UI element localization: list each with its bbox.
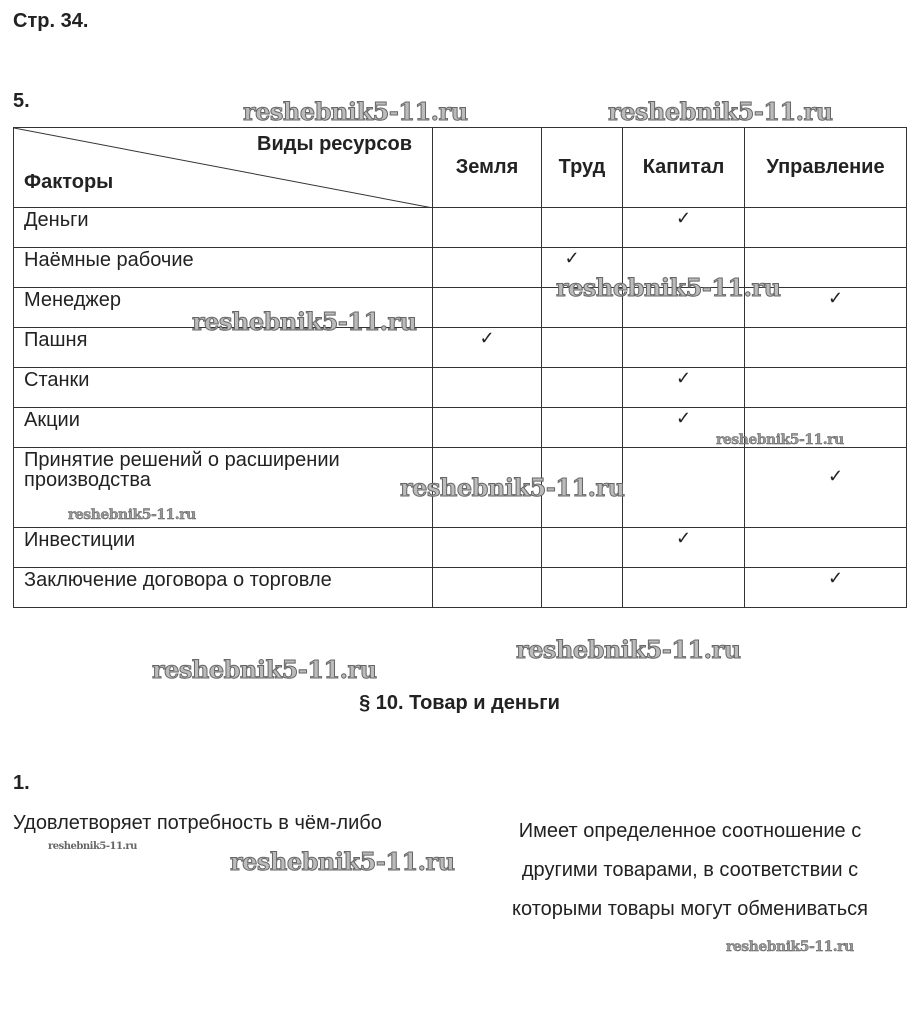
check-icon: ✓ (827, 466, 844, 486)
check-cell (623, 368, 745, 408)
statement-line: другими товарами, в соответствии с (521, 859, 859, 881)
watermark: reshebnik5-11.ru (516, 635, 741, 664)
watermark: reshebnik5-11.ru (726, 939, 854, 955)
factors-label: Факторы (24, 171, 114, 193)
table-row (14, 368, 907, 408)
check-icon: ✓ (564, 248, 580, 268)
check-cell (623, 208, 745, 248)
diagonal-header-cell (14, 128, 433, 208)
check-cell (542, 368, 623, 408)
watermark: reshebnik5-11.ru (556, 273, 781, 302)
right-statement (480, 812, 900, 929)
check-icon: ✓ (675, 408, 692, 428)
watermark: reshebnik5-11.ru (192, 307, 417, 336)
table-header-row (14, 128, 907, 208)
statement-line: Имеет определенное соотношение с (518, 820, 862, 842)
check-cell (623, 568, 745, 608)
check-icon: ✓ (675, 528, 692, 548)
factor-cell: Заключение договора о торговле (14, 568, 433, 608)
watermark: reshebnik5-11.ru (230, 847, 455, 876)
page-label: Стр. 34. (13, 10, 89, 32)
column-header: Земля (433, 128, 542, 208)
check-icon: ✓ (827, 568, 844, 588)
watermark: reshebnik5-11.ru (48, 841, 137, 852)
watermark: reshebnik5-11.ru (716, 432, 844, 448)
check-cell (745, 208, 907, 248)
task-number: 1. (13, 772, 30, 794)
factor-cell: Принятие решений о расширении производства (14, 448, 433, 528)
check-icon: ✓ (827, 288, 844, 308)
check-cell (542, 528, 623, 568)
check-cell (745, 328, 907, 368)
table-row (14, 208, 907, 248)
check-cell (433, 408, 542, 448)
check-cell (433, 288, 542, 328)
watermark: reshebnik5-11.ru (608, 97, 833, 126)
check-cell (623, 528, 745, 568)
check-cell (542, 328, 623, 368)
check-cell (745, 368, 907, 408)
left-statement: Удовлетворяет потребность в чём-либо (13, 812, 382, 834)
check-icon: ✓ (479, 328, 495, 348)
check-icon: ✓ (675, 368, 692, 388)
watermark: reshebnik5-11.ru (152, 655, 377, 684)
check-cell (433, 368, 542, 408)
check-cell (542, 568, 623, 608)
check-icon: ✓ (675, 208, 692, 228)
factor-cell: Инвестиции (14, 528, 433, 568)
check-cell (433, 328, 542, 368)
check-cell (433, 248, 542, 288)
factor-cell: Деньги (14, 208, 433, 248)
table-row (14, 568, 907, 608)
check-cell (542, 408, 623, 448)
check-cell (745, 568, 907, 608)
check-cell (433, 208, 542, 248)
factor-cell: Наёмные рабочие (14, 248, 433, 288)
task-number: 5. (13, 90, 30, 112)
table-row (14, 328, 907, 368)
statement-line: которыми товары могут обмениваться (512, 898, 868, 920)
watermark: reshebnik5-11.ru (243, 97, 468, 126)
resource-types-label: Виды ресурсов (257, 133, 412, 155)
section-title: § 10. Товар и деньги (359, 692, 560, 714)
factor-cell: Станки (14, 368, 433, 408)
check-cell (745, 528, 907, 568)
resources-table (13, 127, 907, 608)
factor-cell: Пашня (14, 328, 433, 368)
check-cell (745, 448, 907, 528)
factor-cell: Акции (14, 408, 433, 448)
check-cell (433, 528, 542, 568)
column-header: Труд (542, 128, 623, 208)
check-cell (433, 568, 542, 608)
check-cell (623, 448, 745, 528)
check-cell (542, 208, 623, 248)
column-header: Управление (745, 128, 907, 208)
check-cell (623, 328, 745, 368)
table-row (14, 528, 907, 568)
column-header: Капитал (623, 128, 745, 208)
factor-cell: Менеджер (14, 288, 433, 328)
watermark: reshebnik5-11.ru (68, 507, 196, 523)
watermark: reshebnik5-11.ru (400, 473, 625, 502)
